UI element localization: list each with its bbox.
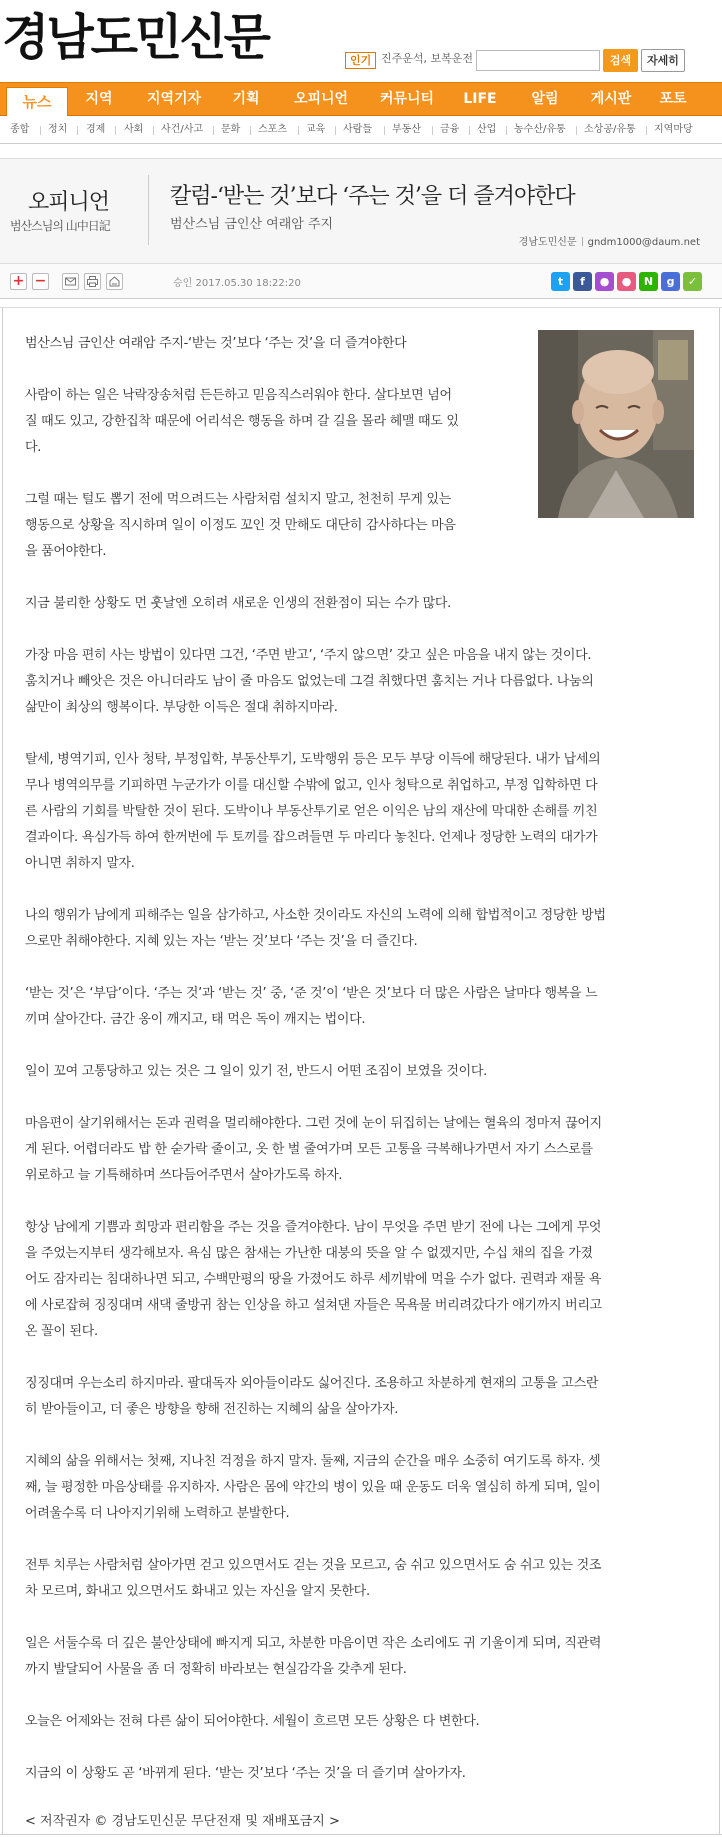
article-line: 히 받아들이고, 더 좋은 방향을 향해 전진하는 지혜의 삶을 살아가자.	[25, 1402, 399, 1417]
article-line: 범산스님 금인산 여래암 주지-‘받는 것’보다 ‘주는 것’을 더 즐겨야한다	[25, 336, 407, 351]
article-line: 어도 잠자리는 침대하나면 되고, 수백만평의 땅을 가졌어도 하루 세끼밖에 먹을 수가 없다. 권력과 재물 욕	[25, 1272, 602, 1287]
subnav-item-local[interactable]: 지역마당	[654, 124, 693, 135]
article-line: 행동으로 상황을 직시하며 일이 이정도 꼬인 것 만해도 대단히 감사하다는 마음	[25, 518, 456, 533]
article-line: 지금 불리한 상황도 먼 훗날엔 오히려 새로운 인생의 전환점이 되는 수가 많다.	[25, 596, 451, 611]
subnav-item-culture[interactable]: 문화	[221, 124, 241, 135]
approved-datetime: 승인 2017.05.30 18:22:20	[173, 278, 301, 289]
article-line: 일은 서둘수록 더 깊은 불안상태에 빠지게 되고, 차분한 마음이면 작은 소리에도 귀 기울이게 되며, 직관력	[25, 1636, 602, 1651]
me2day-share-icon[interactable]: ●	[617, 272, 636, 291]
subnav-item-education[interactable]: 교육	[306, 124, 326, 135]
bookmark-share-icon[interactable]: ✓	[683, 272, 702, 291]
article-line: 까지 발달되어 사물을 좀 더 정확히 바라보는 현실감각을 갖추게 된다.	[25, 1662, 407, 1677]
article-line: 다.	[25, 440, 42, 455]
subnav-divider	[250, 126, 251, 135]
naver-share-icon[interactable]: N	[639, 272, 658, 291]
scrap-icon[interactable]	[106, 273, 123, 290]
subnav-item-finance[interactable]: 금융	[440, 124, 460, 135]
subnav-divider	[115, 126, 116, 135]
subnav-item-people[interactable]: 사람들	[343, 124, 372, 135]
nav-item-opinion[interactable]: 오피니언	[293, 91, 349, 107]
article-line: 지혜의 삶을 위해서는 첫째, 지나친 걱정을 하지 말자. 둘째, 지금의 순간을 매우 소중히 여기도록 하자. 셋	[25, 1454, 601, 1469]
frame-border-left	[2, 308, 3, 1835]
nav-item-photo[interactable]: 포토	[659, 91, 687, 107]
subnav-divider	[432, 126, 433, 135]
nav-item-feature[interactable]: 기획	[232, 91, 260, 107]
font-increase-button[interactable]: +	[10, 273, 27, 290]
subnav-divider	[506, 126, 507, 135]
article-line: 나의 행위가 남에게 피해주는 일을 삼가하고, 사소한 것이라도 자신의 노력에 의해 합법적이고 정당한 방법	[25, 908, 606, 923]
subnav-item-sports[interactable]: 스포츠	[258, 124, 287, 135]
article-line: 끼며 살아간다. 금간 옹이 깨지고, 태 먹은 독이 깨지는 법이다.	[25, 1012, 366, 1027]
byline-paper: 경남도민신문	[518, 237, 577, 248]
frame-border-right	[719, 308, 720, 1835]
article-line: 지금의 이 상황도 곧 ‘바뀌게 된다. ‘받는 것’보다 ‘주는 것’을 더 즐기며 살아가자.	[25, 1766, 466, 1781]
main-nav	[0, 82, 722, 116]
subnav-divider	[335, 126, 336, 135]
hot-keyword-badge: 인기	[345, 52, 376, 69]
print-icon[interactable]	[84, 273, 101, 290]
nav-item-notice[interactable]: 알림	[531, 91, 559, 107]
subnav-item-incidents[interactable]: 사건/사고	[161, 124, 204, 135]
subnav-item-society[interactable]: 사회	[124, 124, 144, 135]
article-line: 탈세, 병역기피, 인사 청탁, 부정입학, 부동산투기, 도박행위 등은 모두 부당 이득에 해당된다. 내가 납세의	[25, 752, 601, 767]
subnav-item-economy[interactable]: 경제	[86, 124, 106, 135]
article-line: 에 사로잡혀 징징대며 새댁 줄방귀 참는 인상을 하고 설쳐댄 자들은 목욕물 버리려갔다가 애기까지 버리고	[25, 1298, 602, 1313]
nav-item-board[interactable]: 게시판	[590, 91, 632, 107]
section-name: 오피니언	[28, 190, 110, 215]
subnav-divider	[40, 126, 41, 135]
twitter-share-icon[interactable]: t	[551, 272, 570, 291]
article-line: 징징대며 우는소리 하지마라. 팔대독자 외아들이라도 싫어진다. 조용하고 차분하게 현재의 고통을 고스란	[25, 1376, 599, 1391]
email-icon[interactable]	[62, 273, 79, 290]
subnav-item-general[interactable]: 종합	[10, 124, 30, 135]
bottom-border	[0, 1834, 722, 1835]
byline-email[interactable]: gndm1000@daum.net	[587, 237, 700, 248]
article-line: 아니면 취하지 말자.	[25, 856, 135, 871]
subnav-divider	[469, 126, 470, 135]
article-header	[0, 158, 722, 264]
byline-divider	[582, 237, 583, 246]
article-line: 전투 치루는 사람처럼 살아가면 걷고 있으면서도 걷는 것을 모르고, 숨 쉬고 있으면서도 숨 쉬고 있는 것조	[25, 1558, 602, 1573]
google-share-icon[interactable]: g	[661, 272, 680, 291]
subnav-item-politics[interactable]: 정치	[48, 124, 68, 135]
subnav-divider	[298, 126, 299, 135]
article-title: 칼럼-‘받는 것’보다 ‘주는 것’을 더 즐겨야한다	[170, 184, 575, 209]
subnav-divider	[646, 126, 647, 135]
nav-item-community[interactable]: 커뮤니티	[379, 91, 435, 107]
article-toolbar	[0, 264, 722, 299]
article-line: 무나 병역의무를 기피하면 누군가가 이를 대신할 수밖에 없고, 인사 청탁으로 취업하고, 부정 입학하면 다	[25, 778, 598, 793]
article-line: 차 모르며, 화내고 있으면서도 화내고 있는 자신을 알지 못한다.	[25, 1584, 370, 1599]
article-line: 어려울수록 더 나아지기위해 노력하고 분발한다.	[25, 1506, 290, 1521]
talk-share-icon[interactable]: ●	[595, 272, 614, 291]
nav-item-region[interactable]: 지역	[85, 91, 113, 107]
article-line: 을 품어야한다.	[25, 544, 107, 559]
article-line: 삶만이 최상의 행복이다. 부당한 이득은 절대 취하지마라.	[25, 700, 338, 715]
column-name: 범산스님의 山中日記	[10, 219, 110, 233]
article-line: 으로만 취해야한다. 지혜 있는 자는 ‘받는 것’보다 ‘주는 것’을 더 즐긴다.	[25, 934, 418, 949]
article-line: 마음편이 살기위해서는 돈과 권력을 멀리해야한다. 그런 것에 눈이 뒤집히는 날에는 혈육의 정마저 끊어지	[25, 1116, 602, 1131]
article-line: 항상 남에게 기쁨과 희망과 편리함을 주는 것을 즐겨야한다. 남이 무엇을 주면 받기 전에 나는 그에게 무엇	[25, 1220, 602, 1235]
nav-item-regional-reporter[interactable]: 지역기자	[146, 91, 202, 107]
hot-keyword-text[interactable]: 진주운석, 보복운전	[381, 52, 474, 65]
nav-item-news[interactable]: 뉴스	[6, 87, 68, 117]
search-input[interactable]	[476, 50, 600, 71]
article-line: 그럴 때는 털도 뽑기 전에 먹으려드는 사람처럼 설치지 말고, 천천히 무게 있는	[25, 492, 451, 507]
subnav-item-small-business[interactable]: 소상공/유통	[584, 124, 636, 135]
article-line: 사람이 하는 일은 낙락장송처럼 든든하고 믿음직스러워야 한다. 살다보면 넘어	[25, 388, 452, 403]
article-line: 째, 늘 평정한 마음상태를 유지하자. 사람은 몸에 약간의 병이 있을 때 운동도 더욱 열심히 하게 되며, 일이	[25, 1480, 601, 1495]
copyright-notice: < 저작권자 © 경남도민신문 무단전재 및 재배포금지 >	[25, 1814, 340, 1829]
subnav-divider	[213, 126, 214, 135]
nav-item-life[interactable]: LIFE	[463, 91, 497, 107]
font-decrease-button[interactable]: −	[32, 273, 49, 290]
byline	[519, 233, 700, 248]
subnav-divider	[384, 126, 385, 135]
facebook-share-icon[interactable]: f	[573, 272, 592, 291]
subnav-item-real-estate[interactable]: 부동산	[392, 124, 421, 135]
article-line: 결과이다. 욕심가득 하여 한꺼번에 두 토끼를 잡으려들면 두 마리다 놓친다. 언제나 정당한 노력의 대가가	[25, 830, 598, 845]
article-line: 오늘은 어제와는 전혀 다른 삶이 되어야한다. 세월이 흐르면 모든 상황은 다 변한다.	[25, 1714, 480, 1729]
article-line: 른 사람의 기회를 박탈한 것이 된다. 도박이나 부동산투기로 얻은 이익은 남의 재산에 막대한 손해를 끼친	[25, 804, 598, 819]
author-photo	[538, 330, 694, 518]
subnav-divider	[77, 126, 78, 135]
site-header	[0, 0, 722, 82]
article-line: 가장 마음 편히 사는 방법이 있다면 그건, ‘주면 받고’, ‘주지 않으면’ 갖고 싶은 마음을 내지 않는 것이다.	[25, 648, 592, 663]
article-line: 질 때도 있고, 강한집착 때문에 어리석은 행동을 하며 갈 길을 몰라 헤맬 때도 있	[25, 414, 459, 429]
title-divider	[148, 175, 149, 245]
article-line: 온 꼴이 된다.	[25, 1324, 98, 1339]
detail-search-button[interactable]: 자세히	[641, 49, 685, 72]
article-line: ‘받는 것’은 ‘부담’이다. ‘주는 것’과 ‘받는 것’ 중, ‘준 것’이 ‘받은 것’보다 더 많은 사람은 날마다 행복을 느	[25, 986, 598, 1001]
sub-nav	[0, 116, 722, 144]
article-line: 게 된다. 어렵더라도 밥 한 숟가락 줄이고, 옷 한 벌 줄여가며 모든 고통을 극복해나가면서 자기 스스로를	[25, 1142, 593, 1157]
article-line: 훔치거나 빼앗은 것은 아니더라도 남이 줄 마음도 없었는데 그걸 취했다면 훔치는 거나 다름없다. 나눔의	[25, 674, 594, 689]
article-subtitle: 범산스님 금인산 여래암 주지	[170, 217, 334, 232]
subnav-divider	[576, 126, 577, 135]
site-logo[interactable]: 경남도민신문	[2, 9, 269, 66]
article-line: 위로하고 늘 기특해하며 쓰다듬어주면서 살아가도록 하자.	[25, 1168, 343, 1183]
subnav-item-agri-fishery[interactable]: 농수산/유통	[514, 124, 566, 135]
search-button[interactable]: 검색	[603, 49, 638, 72]
subnav-divider	[153, 126, 154, 135]
subnav-item-industry[interactable]: 산업	[477, 124, 497, 135]
article-line: 을 주었는지부터 생각해보자. 욕심 많은 참새는 가난한 대붕의 뜻을 알 수 없겠지만, 수십 채의 집을 가졌	[25, 1246, 593, 1261]
article-line: 일이 꼬여 고통당하고 있는 것은 그 일이 있기 전, 반드시 어떤 조짐이 보였을 것이다.	[25, 1064, 487, 1079]
